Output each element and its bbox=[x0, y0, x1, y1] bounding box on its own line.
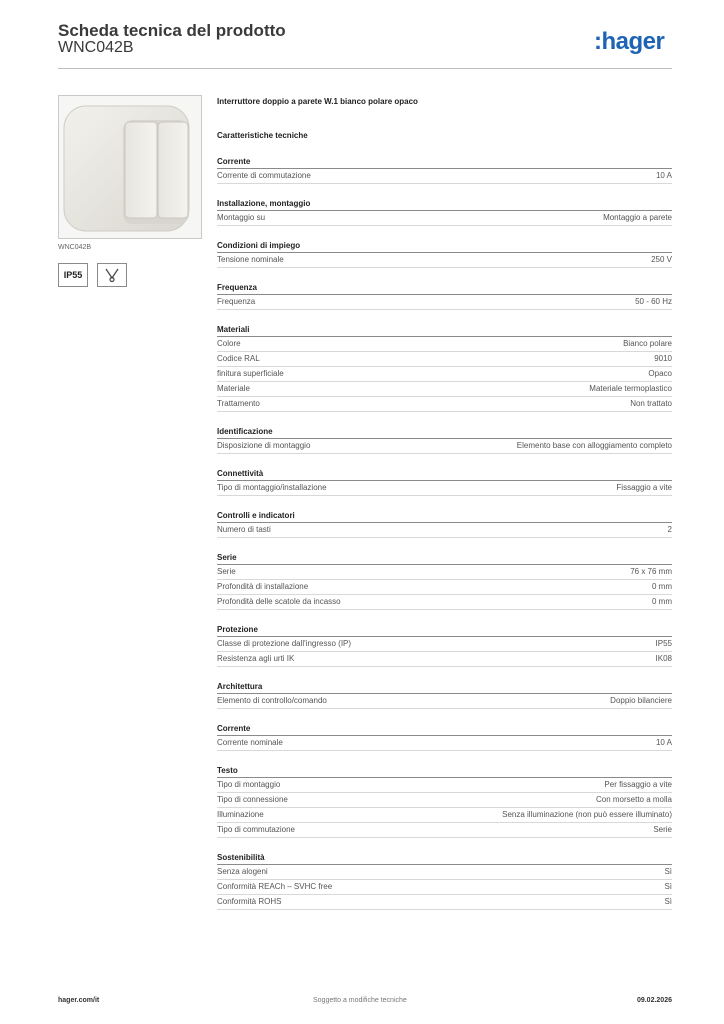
spec-label: Tipo di connessione bbox=[217, 795, 288, 804]
spec-value: Elemento base con alloggiamento completo bbox=[516, 441, 672, 450]
spec-label: Conformità ROHS bbox=[217, 897, 282, 906]
spec-row bbox=[217, 439, 672, 454]
spec-value: Non trattato bbox=[630, 399, 672, 408]
spec-panel bbox=[217, 96, 672, 910]
spec-section bbox=[217, 681, 672, 709]
section-title: Corrente bbox=[217, 723, 672, 736]
spec-label: Profondità di installazione bbox=[217, 582, 309, 591]
image-caption: WNC042B bbox=[58, 244, 92, 251]
spec-section bbox=[217, 156, 672, 184]
section-title: Condizioni di impiego bbox=[217, 240, 672, 253]
section-title: Protezione bbox=[217, 624, 672, 637]
spec-value: Fissaggio a vite bbox=[616, 483, 672, 492]
header-divider bbox=[58, 68, 672, 69]
spec-section bbox=[217, 468, 672, 496]
section-title: Sostenibilità bbox=[217, 852, 672, 865]
spec-row bbox=[217, 580, 672, 595]
spec-label: Illuminazione bbox=[217, 810, 264, 819]
spec-row bbox=[217, 169, 672, 184]
spec-value: 76 x 76 mm bbox=[630, 567, 672, 576]
spec-label: Codice RAL bbox=[217, 354, 260, 363]
spec-value: 0 mm bbox=[652, 582, 672, 591]
spec-value: 0 mm bbox=[652, 597, 672, 606]
spec-value: Sì bbox=[664, 897, 672, 906]
spec-label: Conformità REACh – SVHC free bbox=[217, 882, 333, 891]
spec-row bbox=[217, 808, 672, 823]
section-title: Controlli e indicatori bbox=[217, 510, 672, 523]
spec-row bbox=[217, 253, 672, 268]
footer-date: 09.02.2026 bbox=[636, 997, 672, 1004]
spec-value: Bianco polare bbox=[623, 339, 672, 348]
spec-label: Classe di protezione dall'ingresso (IP) bbox=[217, 639, 352, 648]
characteristics-title: Caratteristiche tecniche bbox=[217, 131, 308, 140]
section-title: Connettività bbox=[217, 468, 672, 481]
spec-value: Sì bbox=[664, 867, 672, 876]
hager-logo: :hager bbox=[594, 28, 665, 55]
section-title: Frequenza bbox=[217, 282, 672, 295]
spec-label: Frequenza bbox=[217, 297, 256, 306]
spec-value: 10 A bbox=[655, 171, 672, 180]
section-title: Architettura bbox=[217, 681, 672, 694]
spec-row bbox=[217, 367, 672, 382]
spec-row bbox=[217, 382, 672, 397]
spec-row bbox=[217, 337, 672, 352]
spec-row bbox=[217, 823, 672, 838]
spec-row bbox=[217, 397, 672, 412]
spec-row bbox=[217, 352, 672, 367]
section-title: Corrente bbox=[217, 156, 672, 169]
product-code: WNC042B bbox=[58, 39, 134, 56]
section-title: Identificazione bbox=[217, 426, 672, 439]
spec-row bbox=[217, 778, 672, 793]
section-title: Installazione, montaggio bbox=[217, 198, 672, 211]
spec-label: Tipo di montaggio bbox=[217, 780, 281, 789]
spec-label: Trattamento bbox=[217, 399, 260, 408]
spec-row bbox=[217, 595, 672, 610]
spec-label: Elemento di controllo/comando bbox=[217, 696, 327, 705]
spec-section bbox=[217, 324, 672, 412]
spec-value: Opaco bbox=[648, 369, 672, 378]
spec-value: 250 V bbox=[651, 255, 672, 264]
spec-label: Profondità delle scatole da incasso bbox=[217, 597, 341, 606]
spec-value: Materiale termoplastico bbox=[589, 384, 672, 393]
spec-row bbox=[217, 295, 672, 310]
spec-row bbox=[217, 523, 672, 538]
spec-section bbox=[217, 240, 672, 268]
spec-section bbox=[217, 282, 672, 310]
footer-website: hager.com/it bbox=[58, 997, 100, 1004]
product-description: Interruttore doppio a parete W.1 bianco polare opaco bbox=[217, 97, 418, 106]
spec-label: Montaggio su bbox=[217, 213, 266, 222]
switch-symbol-icon bbox=[97, 263, 127, 287]
spec-row bbox=[217, 565, 672, 580]
spec-label: Resistenza agli urti IK bbox=[217, 654, 295, 663]
spec-label: Disposizione di montaggio bbox=[217, 441, 311, 450]
spec-label: Corrente nominale bbox=[217, 738, 283, 747]
spec-value: Doppio bilanciere bbox=[610, 696, 672, 705]
spec-section bbox=[217, 510, 672, 538]
spec-row bbox=[217, 865, 672, 880]
footer-note: Soggetto a modifiche tecniche bbox=[313, 997, 407, 1004]
ip-rating-badge: IP55 bbox=[58, 263, 88, 287]
spec-value: IP55 bbox=[655, 639, 672, 648]
spec-value: Sì bbox=[664, 882, 672, 891]
spec-value: Con morsetto a molla bbox=[595, 795, 672, 804]
spec-row bbox=[217, 652, 672, 667]
spec-row bbox=[217, 895, 672, 910]
spec-value: 9010 bbox=[654, 354, 672, 363]
spec-row bbox=[217, 694, 672, 709]
spec-section bbox=[217, 765, 672, 838]
spec-value: 50 - 60 Hz bbox=[635, 297, 672, 306]
spec-section bbox=[217, 852, 672, 910]
spec-value: Montaggio a parete bbox=[603, 213, 672, 222]
spec-label: Tipo di commutazione bbox=[217, 825, 295, 834]
section-title: Materiali bbox=[217, 324, 672, 337]
spec-label: finitura superficiale bbox=[217, 369, 284, 378]
spec-label: Numero di tasti bbox=[217, 525, 271, 534]
spec-value: Senza illuminazione (non può essere illuminato) bbox=[502, 810, 672, 819]
spec-sections bbox=[217, 156, 672, 910]
spec-row bbox=[217, 211, 672, 226]
spec-row bbox=[217, 793, 672, 808]
spec-section bbox=[217, 198, 672, 226]
spec-section bbox=[217, 552, 672, 610]
spec-label: Corrente di commutazione bbox=[217, 171, 311, 180]
spec-section bbox=[217, 426, 672, 454]
spec-value: IK08 bbox=[655, 654, 672, 663]
spec-value: Per fissaggio a vite bbox=[604, 780, 672, 789]
spec-label: Colore bbox=[217, 339, 241, 348]
spec-section bbox=[217, 624, 672, 667]
spec-label: Materiale bbox=[217, 384, 250, 393]
spec-section bbox=[217, 723, 672, 751]
spec-row bbox=[217, 481, 672, 496]
section-title: Testo bbox=[217, 765, 672, 778]
spec-label: Tensione nominale bbox=[217, 255, 284, 264]
spec-label: Tipo di montaggio/installazione bbox=[217, 483, 327, 492]
spec-value: 2 bbox=[667, 525, 672, 534]
spec-label: Serie bbox=[217, 567, 236, 576]
spec-label: Senza alogeni bbox=[217, 867, 268, 876]
spec-row bbox=[217, 637, 672, 652]
section-title: Serie bbox=[217, 552, 672, 565]
page-title: Scheda tecnica del prodotto bbox=[58, 21, 286, 40]
spec-row bbox=[217, 736, 672, 751]
spec-value: Serie bbox=[653, 825, 672, 834]
spec-row bbox=[217, 880, 672, 895]
product-image bbox=[58, 95, 202, 239]
spec-value: 10 A bbox=[655, 738, 672, 747]
